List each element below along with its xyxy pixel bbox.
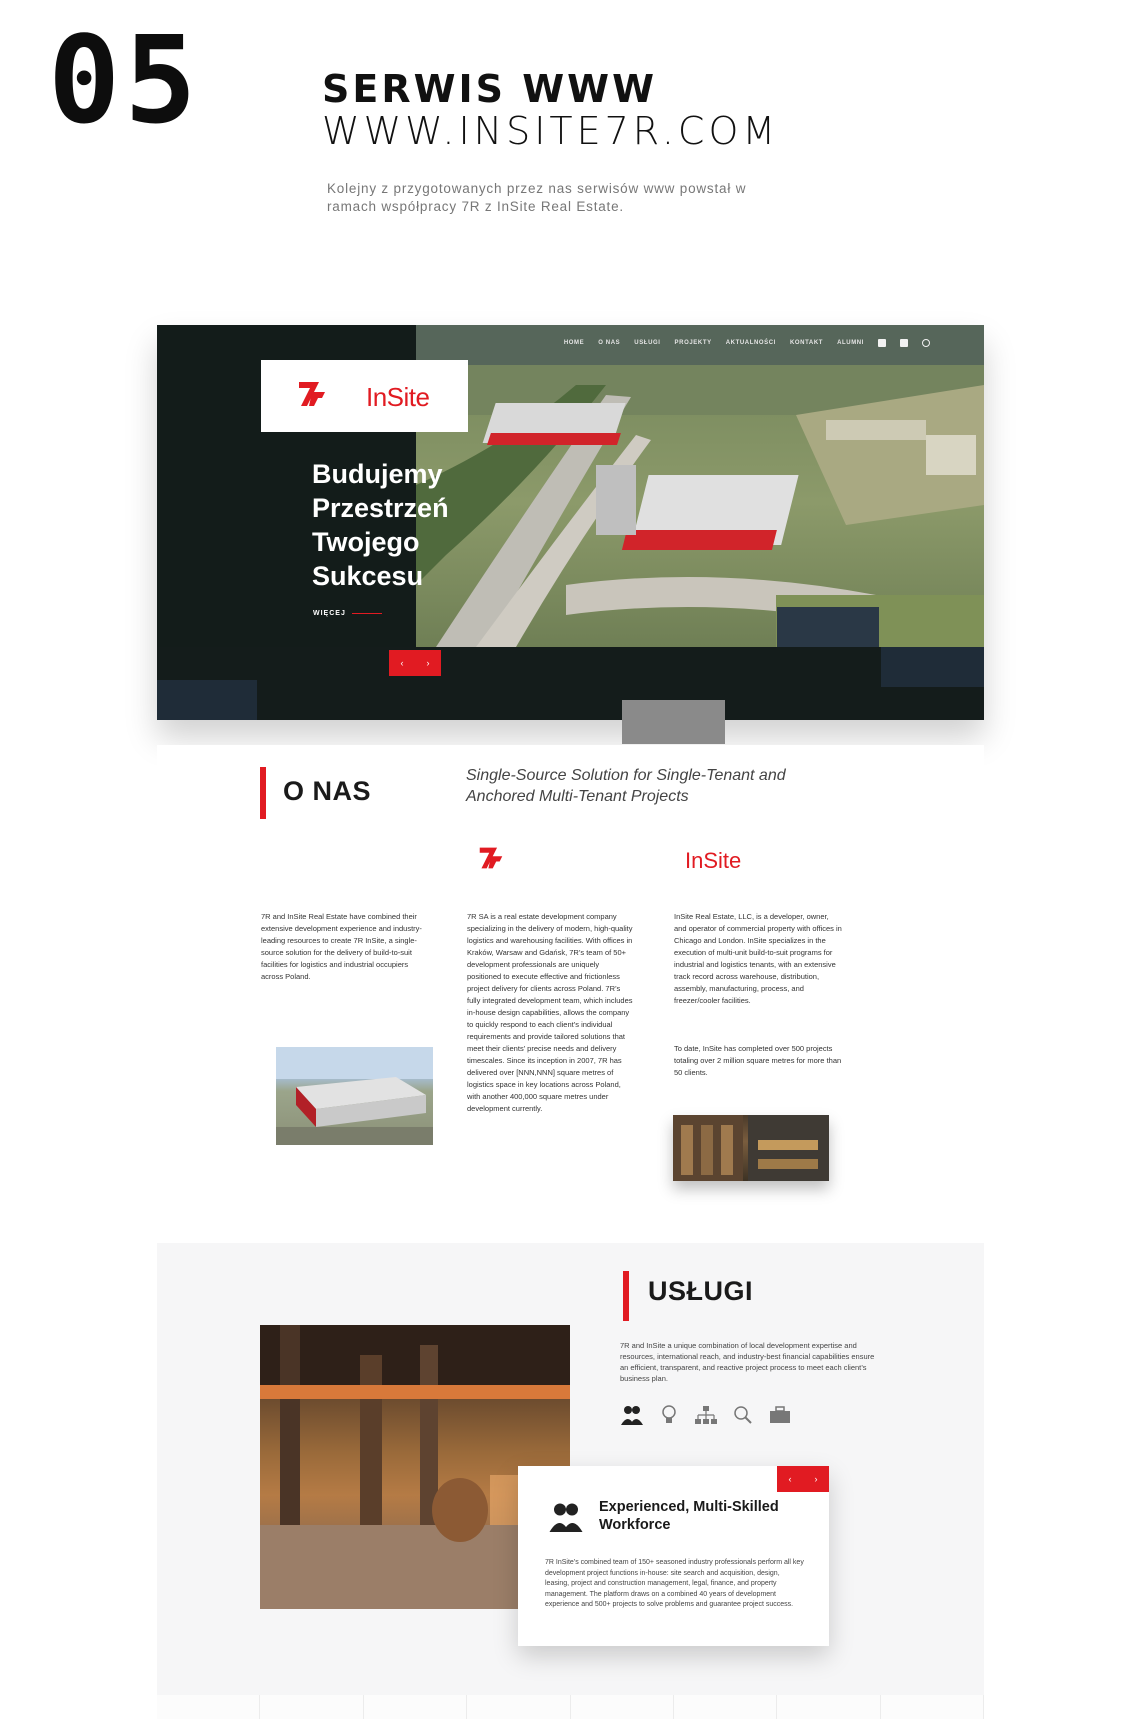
section-title: SERWIS WWW	[322, 67, 657, 111]
about-insite-text: InSite Real Estate, LLC, is a developer, owner, and operator of commercial property with offices in Chicago and London. InSite specializes in the execution of multi-unit build-to-suit programs for industrial and logistics tenants, with an extensive track record across warehouse, distribution, assembly, manufacturing, process, and freezer/cooler facilities.	[674, 912, 842, 1005]
service-detail-card	[518, 1466, 829, 1646]
nav-projects[interactable]: PROJEKTY	[674, 340, 712, 346]
card-slider-controls	[777, 1466, 829, 1492]
services-icon-tabs	[620, 1403, 792, 1427]
briefcase-icon[interactable]	[768, 1403, 792, 1427]
facebook-icon[interactable]	[878, 339, 886, 347]
nav-contact[interactable]: KONTAKT	[789, 340, 824, 346]
card-text: 7R InSite’s combined team of 150+ seasoned industry professionals perform all key development project functions in-house: site search and acquisition, design, leasing, project and construction management, legal, finance, and property management. The platform draws on a combined 40 years of development experience and 500+ projects to solve problems and guarantee project success.	[545, 1559, 804, 1608]
team-icon	[548, 1502, 584, 1532]
lightbulb-icon[interactable]	[657, 1403, 681, 1427]
about-tagline: Single-Source Solution for Single-Tenant and Anchored Multi-Tenant Projects	[466, 767, 786, 805]
insite-logo-text: InSite	[366, 382, 430, 412]
grid-cell	[571, 1695, 674, 1719]
insite-logo-text: InSite	[685, 848, 742, 873]
grid-cell	[777, 1695, 880, 1719]
search-icon[interactable]	[731, 1403, 755, 1427]
about-7r-text: 7R SA is a real estate development company specializing in the delivery of modern, high-quality logistics and warehousing facilities. With offices in Kraków, Warsaw and Gdańsk, 7R’s team of 50+ development professionals are uniquely positioned to execute effective and frictionless project delivery for clients across Poland. 7R’s fully integrated development team, which includes in-house design capabilities, allows the company to quickly respond to each client’s individual requirements and provide tailored solutions that meet their clients’ precise needs and delivery timescales. Since its inception in 2007, 7R has delivered over [NNN,NNN] square metres of logistics space in key locations across Poland, with another 400,000 square metres under development currently.	[467, 912, 633, 1113]
hero-accent-block-left	[157, 680, 257, 720]
about-title-bar	[260, 767, 266, 819]
hero-slider-controls	[389, 650, 441, 676]
grid-cell	[260, 1695, 363, 1719]
top-navigation	[564, 339, 930, 347]
nav-about[interactable]: O NAS	[598, 340, 621, 346]
nav-news[interactable]: AKTUALNOŚCI	[725, 340, 776, 346]
more-underline	[352, 613, 382, 614]
nav-services[interactable]: USŁUGI	[634, 340, 661, 346]
services-description: 7R and InSite a unique combination of local development expertise and resources, international reach, and industry-best financial capabilities ensure an efficient, transparent, and reactive project process to meet each client’s business plan.	[620, 1341, 875, 1383]
website-mockup	[157, 325, 984, 1719]
more-label: WIĘCEJ	[313, 610, 346, 617]
org-chart-icon[interactable]	[694, 1403, 718, 1427]
hero-accent-block-right	[881, 647, 984, 687]
grid-cell	[364, 1695, 467, 1719]
slider-prev-button[interactable]: ‹	[389, 650, 415, 676]
services-title: USŁUGI	[648, 1276, 754, 1306]
linkedin-icon[interactable]	[900, 339, 908, 347]
card-title: Experienced, Multi-Skilled Workforce	[599, 1499, 779, 1533]
hero-bottom-strip	[157, 647, 984, 720]
about-title: O NAS	[283, 776, 372, 806]
section-number: 05	[48, 12, 201, 151]
site-logo[interactable]	[261, 360, 468, 432]
team-icon[interactable]	[620, 1403, 644, 1427]
nav-home[interactable]: HOME	[563, 340, 585, 346]
7r-logo-icon	[297, 380, 327, 408]
scroll-down-tab[interactable]	[622, 700, 725, 744]
grid-cell	[881, 1695, 984, 1719]
services-section	[157, 1243, 984, 1719]
search-icon[interactable]	[922, 339, 930, 347]
section-description: Kolejny z przygotowanych przez nas serwisów www powstał w ramach współpracy 7R z InSite Real Estate.	[327, 181, 747, 214]
about-section	[157, 745, 984, 1233]
website-url: WWW.INSITE7R.COM	[322, 109, 780, 153]
grid-cell	[157, 1695, 260, 1719]
hero-headline: Budujemy Przestrzeń Twojego Sukcesu	[312, 459, 449, 591]
grid-cell	[674, 1695, 777, 1719]
hero-overlay-block	[777, 607, 879, 647]
hero-more-link[interactable]	[313, 610, 382, 617]
footer-grid-strip	[157, 1695, 984, 1719]
about-insite-stats: To date, InSite has completed over 500 projects totaling over 2 million square metres for more than 50 clients.	[674, 1044, 842, 1077]
card-prev-button[interactable]: ‹	[777, 1466, 803, 1492]
7r-logo-icon	[478, 845, 504, 871]
warehouse-photo	[276, 1047, 433, 1145]
about-intro-text: 7R and InSite Real Estate have combined their extensive development experience and industry-leading resources to create 7R InSite, a single-source solution for the delivery of build-to-suit facilities for logistics and industrial occupiers across Poland.	[261, 912, 422, 981]
grid-cell	[467, 1695, 570, 1719]
logistics-interior-photo	[673, 1115, 829, 1181]
slider-next-button[interactable]: ›	[415, 650, 441, 676]
nav-alumni[interactable]: ALUMNI	[837, 340, 864, 346]
card-next-button[interactable]: ›	[803, 1466, 829, 1492]
hero-section	[157, 325, 984, 720]
services-title-bar	[623, 1271, 629, 1321]
